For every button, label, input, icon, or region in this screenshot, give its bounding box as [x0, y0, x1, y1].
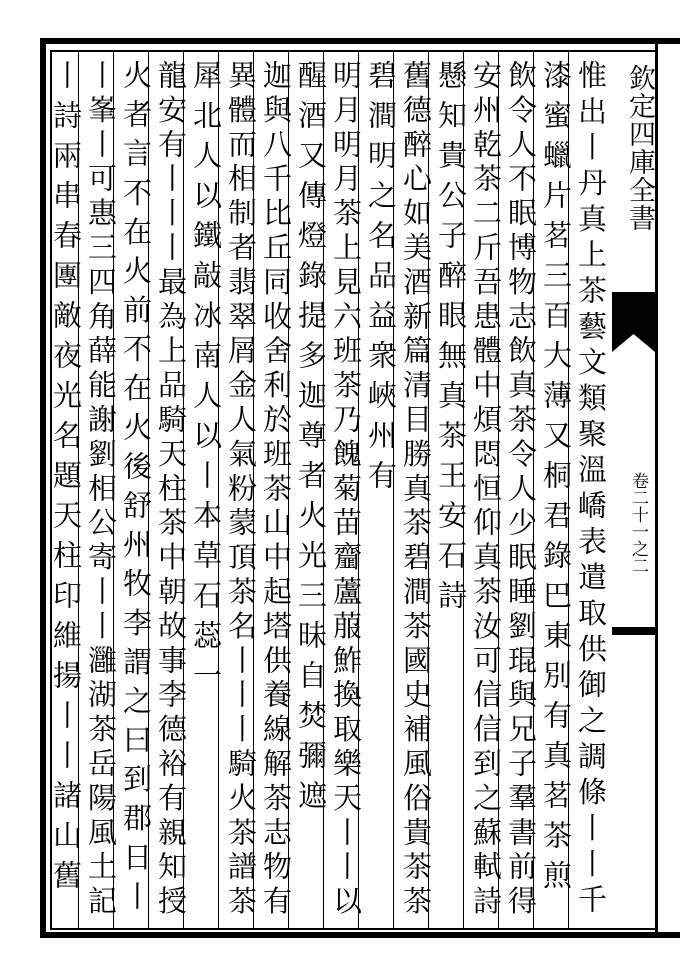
- page-margin: [612, 52, 655, 928]
- column-text: 惟出丨丹真上茶藝文類聚溫嶠表遣取供御之調條丨丨千: [574, 60, 608, 920]
- text-column: [44, 52, 89, 928]
- column-text: 龍安有丨丨丨最為上品騎天柱茶中朝故事李德裕有親知授: [154, 60, 188, 920]
- column-text: 安州乾茶二斤吾患體中煩悶恒仰真茶汝可信信到之蘇軾詩: [469, 60, 503, 920]
- column-text: 醒酒又傳燈錄提多迦尊者火光三昧自焚彌遮: [294, 60, 328, 820]
- column-text: 丨詩兩串春團敵夜光名題天柱印維揚丨丨諸山舊: [49, 60, 83, 900]
- column-text: 碧澗明之名品益衆峽州有: [364, 60, 398, 500]
- column-text: 漆蜜蠟片茗三百大薄又桐君錄巴東別有真茗茶煎: [539, 60, 573, 900]
- column-text: 迦與八千比丘同收舍利於班茶山中起塔供養線解茶志物有: [259, 60, 293, 920]
- column-text: 明月明月茶上見六班茶乃餽菊苗齏蘆菔鮓換取樂天丨丨以: [329, 60, 363, 920]
- book-title: 欽定四庫全書: [624, 64, 655, 232]
- column-text: 異體而相制者翡翠屑金人氣粉蒙頂茶名丨丨丨騎火茶譜茶: [224, 60, 258, 920]
- column-text: 火者言不在火前不在火後舒州牧李謂之曰到郡日丨: [119, 60, 153, 920]
- column-text: 懸知貴公子醉眼無真茶王安石詩: [434, 60, 468, 620]
- text-columns: [49, 52, 612, 928]
- fishtail-lower-mark: [612, 627, 655, 635]
- fishtail-mark: [612, 292, 655, 352]
- column-text: 飲令人不眠博物志飲真茶令人少眠睡劉琨與兄子羣書前得: [504, 60, 538, 920]
- column-text: 犀北人以鐵敲冰南人以丨本草石蕊一: [189, 60, 223, 700]
- juan-label: 卷二十一之二: [628, 472, 648, 574]
- column-text: 舊德醉心如美酒新篇清目勝真茶碧澗茶國史補風俗貴茶茶: [399, 60, 433, 920]
- column-text: 丨峯丨可惠三四角薛能謝劉相公寄丨丨灉湖茶岳陽風土記: [84, 60, 118, 920]
